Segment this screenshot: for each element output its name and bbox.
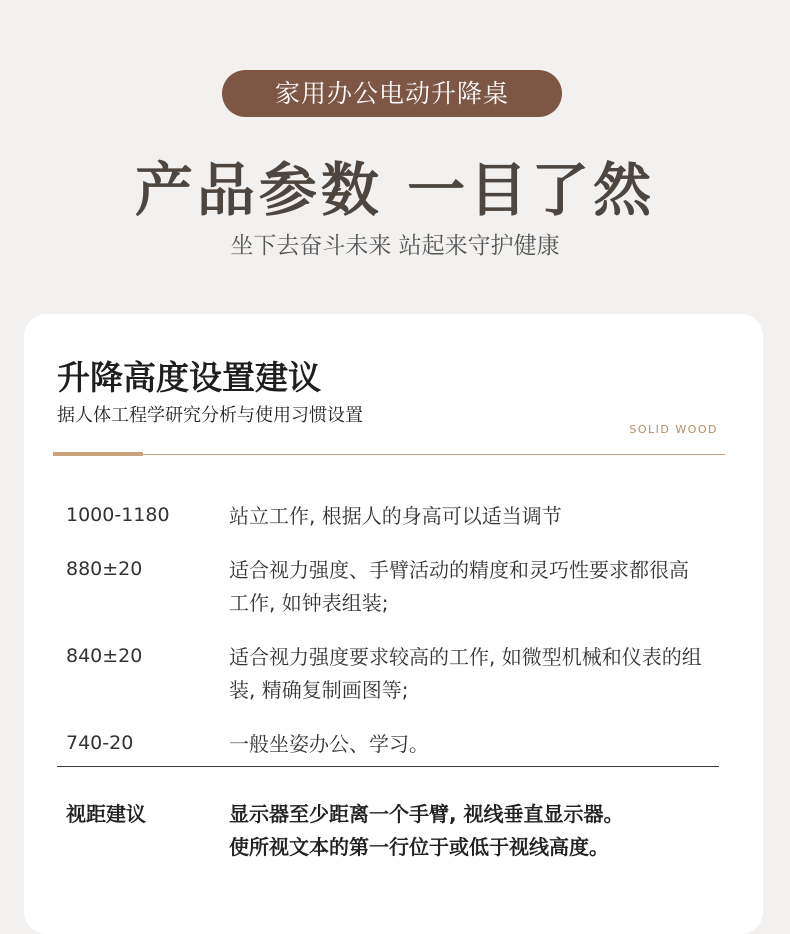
page-slogan: 坐下去奋斗未来 站起来守护健康 — [230, 233, 560, 259]
height-description: 一般坐姿办公、学习。 — [229, 732, 429, 756]
viewing-distance-text — [229, 798, 706, 864]
viewing-distance-section — [66, 798, 706, 864]
viewing-distance-label: 视距建议 — [66, 802, 146, 826]
viewing-distance-line: 显示器至少距离一个手臂, 视线垂直显示器。 — [229, 802, 624, 826]
card-subtitle: 据人体工程学研究分析与使用习惯设置 — [57, 405, 363, 426]
height-range: 740-20 — [66, 732, 134, 754]
table-row — [66, 641, 706, 707]
title-divider-accent — [53, 452, 143, 456]
page-headline: 产品参数 一目了然 — [134, 156, 656, 224]
height-description: 站立工作, 根据人的身高可以适当调节 — [229, 504, 562, 528]
product-tag-pill: 家用办公电动升降桌 — [222, 70, 562, 117]
height-range: 880±20 — [66, 558, 143, 580]
height-range: 840±20 — [66, 645, 143, 667]
table-row — [66, 500, 706, 533]
card-title: 升降高度设置建议 — [57, 358, 321, 397]
height-range: 1000-1180 — [66, 504, 170, 526]
title-divider — [53, 454, 725, 455]
height-table — [66, 500, 706, 782]
height-description: 适合视力强度、手臂活动的精度和灵巧性要求都很高工作, 如钟表组装; — [229, 558, 689, 615]
section-divider — [57, 766, 719, 767]
height-description: 适合视力强度要求较高的工作, 如微型机械和仪表的组装, 精确复制画图等; — [229, 645, 702, 702]
table-row — [66, 728, 706, 761]
solid-wood-label: SOLID WOOD — [629, 423, 718, 436]
height-settings-card — [24, 314, 763, 934]
viewing-distance-line: 使所视文本的第一行位于或低于视线高度。 — [229, 835, 609, 859]
table-row — [66, 554, 706, 620]
